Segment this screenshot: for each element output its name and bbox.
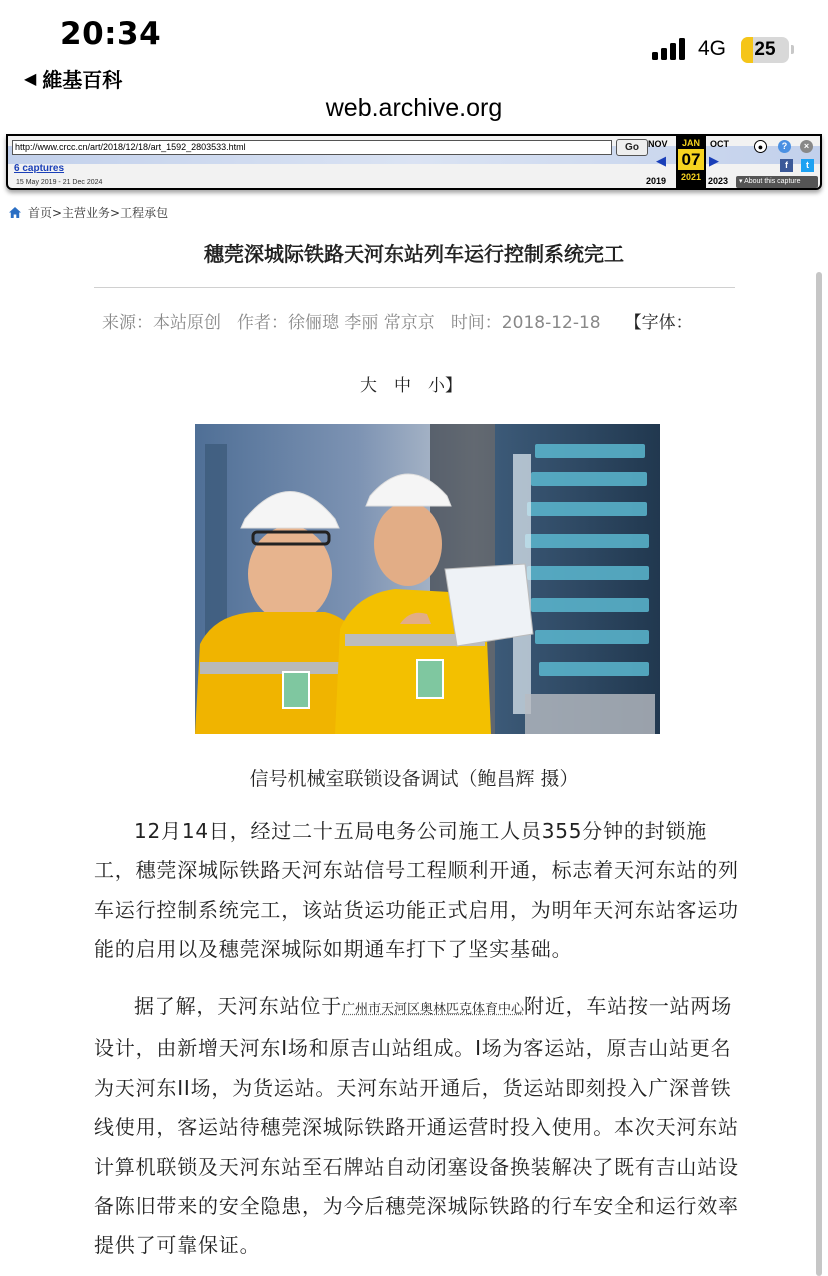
font-size-label: 【字体： [624,313,693,333]
wayback-current-date [676,136,706,188]
wayback-current-year: 2021 [680,172,702,182]
article-paragraph-2 [94,987,739,1266]
facebook-icon[interactable]: f [780,159,793,172]
font-large-button[interactable]: 大 [360,376,377,396]
wayback-url-input[interactable]: http://www.crcc.cn/art/2018/12/18/art_1592_2803533.html [12,140,612,155]
article-time: 时间：2018-12-18 [450,313,601,333]
wayback-next-arrow-icon[interactable]: ▶ [709,154,719,169]
cellular-signal-icon [652,38,685,60]
wayback-prev-month[interactable]: NOV [648,139,668,149]
browser-url-title[interactable]: web.archive.org [325,94,503,122]
back-app-label: 維基百科 [42,68,123,92]
wayback-toolbar [6,134,822,190]
paragraph-2-body: 附近，车站按一站两场设计，由新增天河东I场和原吉山站组成。I场为客运站，原吉山站更名为天河东II场，为货运站。天河东站开通后，货运站即刻投入广深普铁线使用，客运站待穗莞深城际铁路开通运营时投入使用。本次天河东站计算机联锁及天河东站至石牌站自动闭塞设备换装解决了既有吉山站设备陈旧带来的安全隐患，为今后穗莞深城际铁路的行车安全和运行效率提供了可靠保证。 [94,994,739,1258]
battery-icon [741,37,789,63]
wayback-next-month[interactable]: OCT [710,139,729,149]
network-type: 4G [698,37,727,60]
back-to-app-button[interactable] [24,64,122,93]
user-account-icon[interactable]: ● [754,140,767,153]
article-paragraph-1: 12月14日，经过二十五局电务公司施工人员355分钟的封锁施工，穗莞深城际铁路天河东站信号工程顺利开通，标志着天河东站的列车运行控制系统完工，该站货运功能正式启用，为明年天河东站客运功能的启用以及穗莞深城际如期通车打下了坚实基础。 [94,819,739,962]
back-arrow-icon: ◀ [24,69,37,88]
breadcrumb-path[interactable]: 首页>主营业务>工程承包 [28,206,169,220]
title-divider [94,287,735,288]
image-caption: 信号机械室联锁设备调试（鲍昌辉 摄） [249,768,579,790]
paragraph-2-intro: 据了解，天河东站位于 [134,994,342,1018]
wayback-current-month: JAN [681,138,700,148]
wayback-current-day: 07 [678,149,704,170]
battery-percent: 25 [754,39,776,60]
page-scrollbar[interactable] [816,272,822,1276]
wayback-next-year[interactable]: 2023 [708,176,729,186]
article-meta [102,308,693,333]
article-author: 作者：徐俪璁 李丽 常京京 [237,313,435,333]
close-icon[interactable]: × [800,140,813,153]
font-small-button[interactable]: 小】 [428,376,462,396]
wayback-prev-arrow-icon[interactable]: ◀ [656,154,666,169]
article-photo [195,424,660,734]
help-icon[interactable]: ? [778,140,791,153]
font-medium-button[interactable]: 中 [394,376,411,396]
font-size-controls [360,371,462,396]
wayback-prev-year[interactable]: 2019 [646,176,667,186]
wayback-capture-range: 15 May 2019 - 21 Dec 2024 [16,179,103,186]
breadcrumb [8,204,168,221]
about-capture-button[interactable]: ▾ About this capture [736,176,818,188]
article-title: 穗莞深城际铁路天河东站列车运行控制系统完工 [204,242,624,266]
battery-tip [791,45,794,54]
home-icon[interactable] [8,206,22,219]
twitter-icon[interactable]: t [801,159,814,172]
status-time: 20:34 [60,16,162,52]
wayback-go-button[interactable]: Go [616,139,648,156]
article-source: 来源：本站原创 [102,313,221,333]
location-link[interactable]: 广州市天河区奥林匹克体育中心 [342,1002,525,1017]
about-capture-label: About this capture [744,178,801,185]
wayback-captures-link[interactable]: 6 captures [14,163,65,174]
